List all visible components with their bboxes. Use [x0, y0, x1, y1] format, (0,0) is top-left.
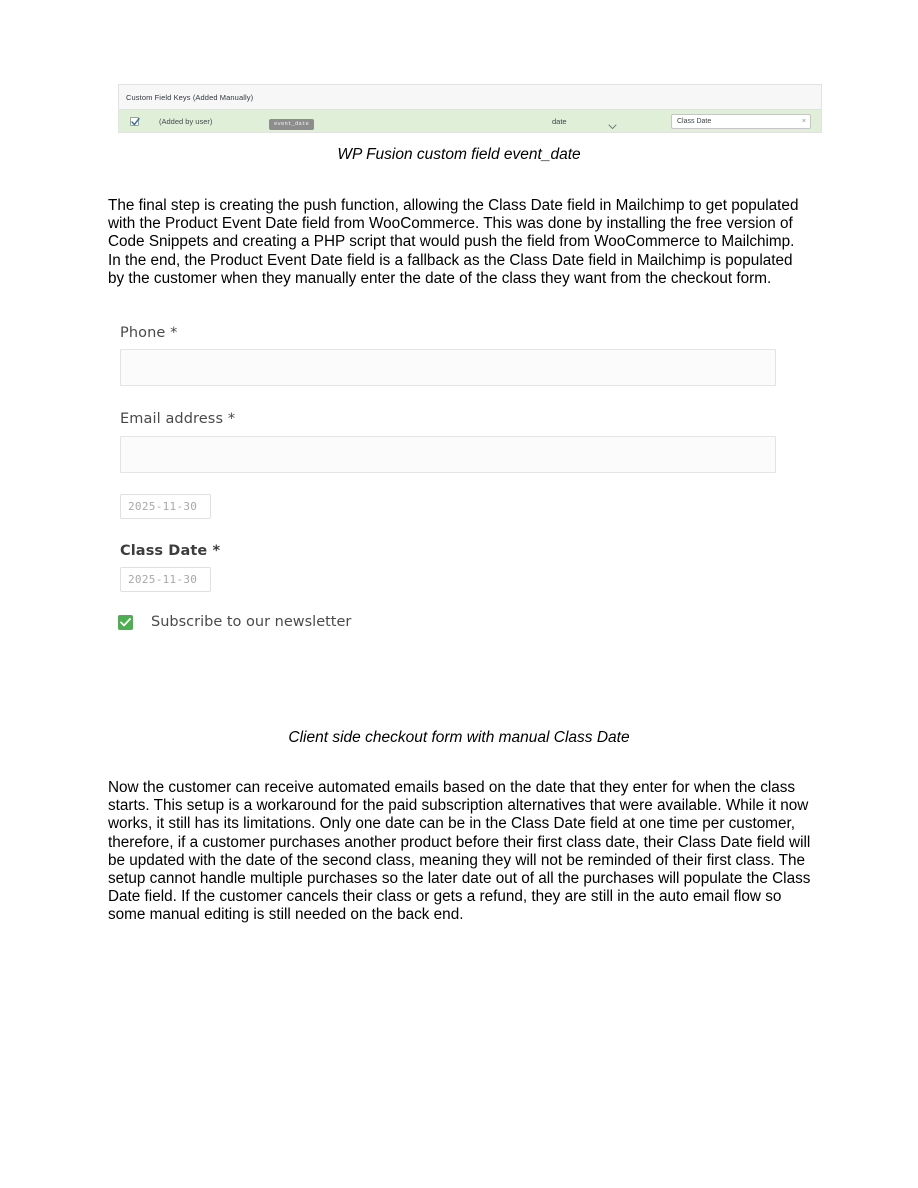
class-date-field-label: Class Date *: [120, 543, 221, 559]
phone-field-label: Phone *: [120, 325, 178, 341]
field-key-cell: [269, 112, 314, 130]
email-field-label: Email address *: [120, 411, 236, 427]
mapped-field-select[interactable]: [671, 114, 811, 129]
class-date-input[interactable]: 2025-11-30: [120, 567, 211, 592]
client-checkout-form-screenshot: [110, 318, 790, 648]
figure-caption-2: Client side checkout form with manual Class Date: [288, 729, 630, 746]
row-select-cell[interactable]: [123, 117, 145, 126]
email-input[interactable]: [120, 436, 776, 473]
table-header-row: [119, 85, 821, 110]
subscribe-checkbox[interactable]: [118, 615, 133, 630]
mapped-field-value: Class Date: [677, 117, 712, 125]
table-row[interactable]: [119, 110, 821, 132]
field-key-badge: event_date: [269, 119, 314, 130]
clear-selection-icon[interactable]: ×: [801, 117, 806, 125]
wp-fusion-custom-fields-table: [118, 84, 822, 133]
body-paragraph-1: The final step is creating the push function, allowing the Class Date field in Mailchimp to get populated with the Product Event Date field from WooCommerce. This was done by installing the free version of Code Snippets and creating a PHP script that would push the field from WooCommerce to Mailchimp. In the end, the Product Event Date field is a fallback as the Class Date field in Mailchimp is populated by the customer when they manually enter the date of the class they want from the checkout form.: [108, 197, 799, 287]
event-date-input[interactable]: 2025-11-30: [120, 494, 211, 519]
checkmark-icon: [120, 618, 131, 627]
checkmark-icon: [130, 116, 141, 128]
subscribe-newsletter-row[interactable]: [118, 614, 351, 630]
added-by-label: (Added by user): [159, 116, 213, 126]
figure-caption-1: WP Fusion custom field event_date: [337, 146, 581, 163]
chevron-down-icon[interactable]: [608, 117, 617, 135]
field-type-value[interactable]: date: [552, 116, 567, 126]
row-checkbox[interactable]: [130, 117, 139, 126]
phone-input[interactable]: [120, 349, 776, 386]
subscribe-newsletter-label: Subscribe to our newsletter: [151, 614, 352, 630]
body-paragraph-2: Now the customer can receive automated emails based on the date that they enter for when the class starts. This setup is a workaround for the paid subscription alternatives that were available. While it now works, it still has its limitations. Only one date can be in the Class Date field at one time per customer, therefore, if a customer purchases another product before their first class date, their Class Date field will be updated with the date of the second class, meaning they will not be reminded of their first class. The setup cannot handle multiple purchases so the later date out of all the purchases will populate the Class Date field. If the customer cancels their class or gets a refund, they are still in the auto email flow so some manual editing is still needed on the back end.: [108, 779, 811, 923]
table-header-label: Custom Field Keys (Added Manually): [126, 92, 254, 102]
